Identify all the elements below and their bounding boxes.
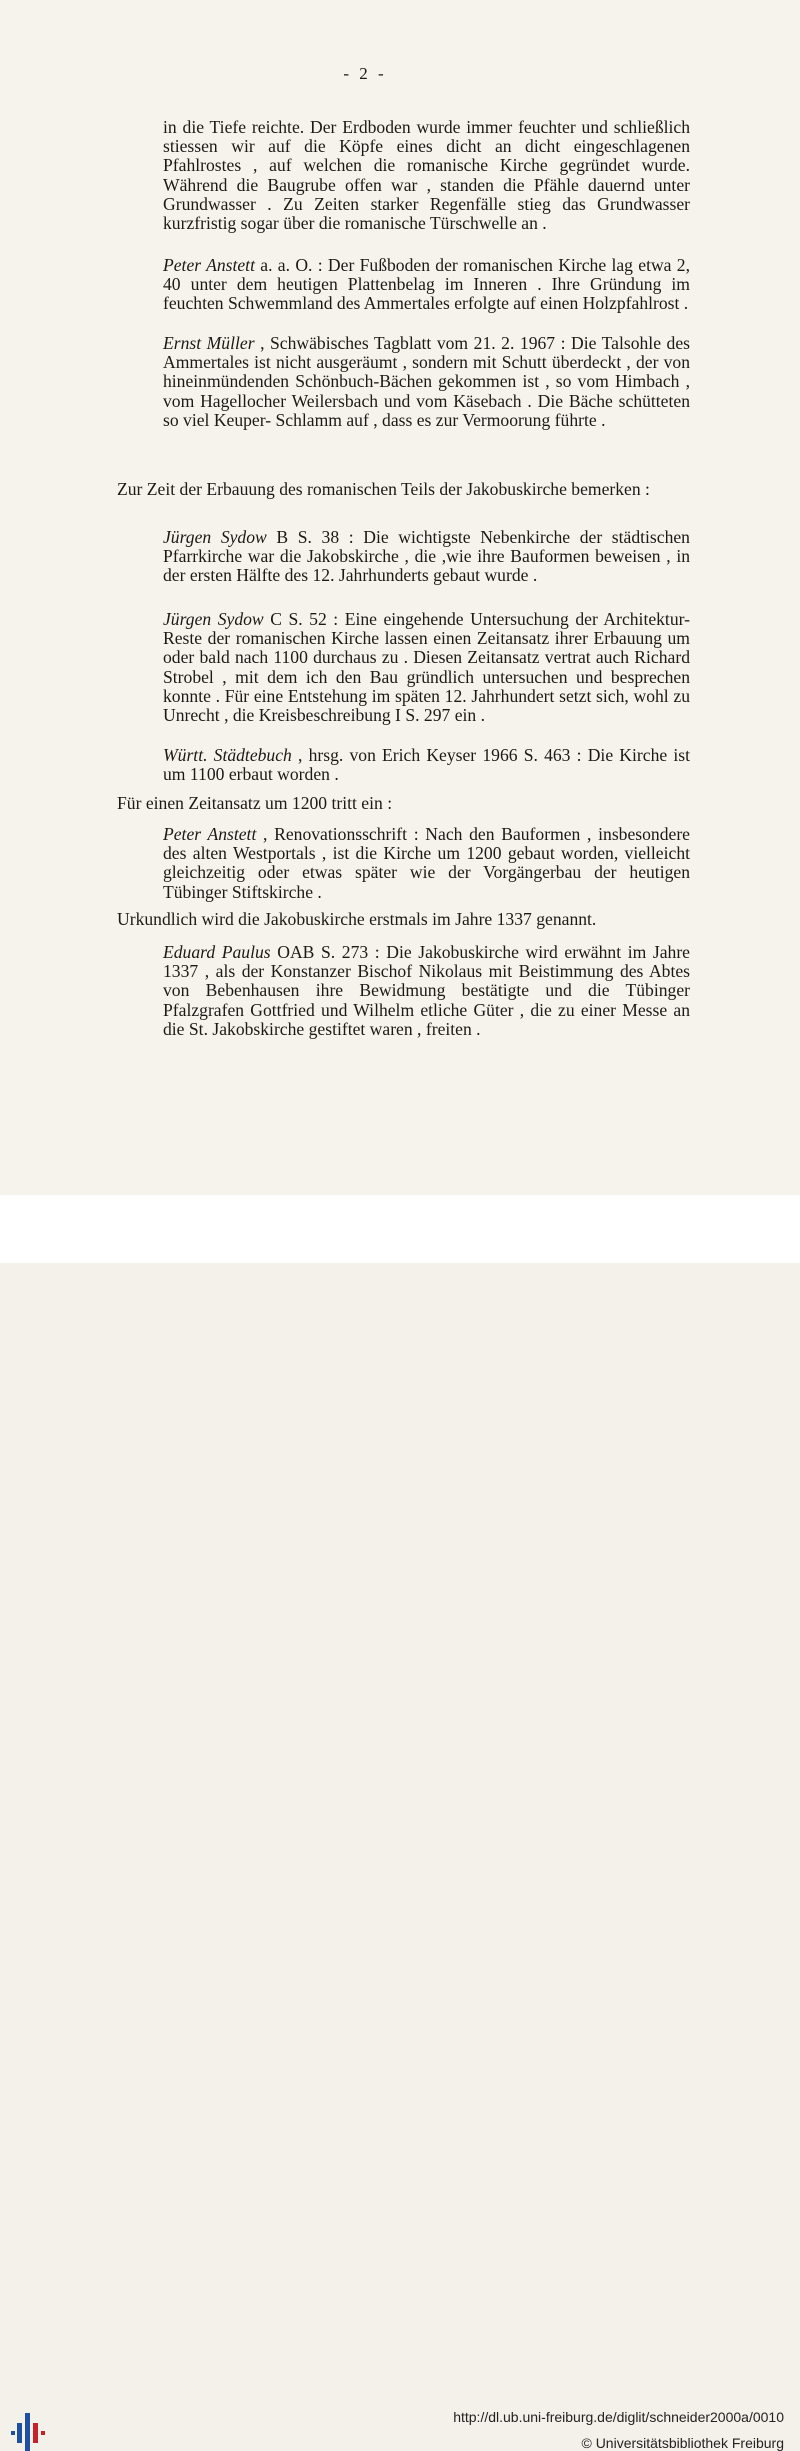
citation xyxy=(163,528,690,586)
citation-author: Württ. Städtebuch xyxy=(163,745,292,765)
citation-text: , hrsg. von Erich Keyser 1966 S. 463 : Die Kirche ist um 1100 erbaut worden . xyxy=(163,745,690,785)
paragraph: Für einen Zeitansatz um 1200 tritt ein : xyxy=(117,793,393,813)
citation-author: Eduard Paulus xyxy=(163,942,271,962)
citation-author: Peter Anstett xyxy=(163,255,255,275)
citation-author: Jürgen Sydow xyxy=(163,527,267,547)
citation xyxy=(163,256,690,314)
paragraph: Zur Zeit der Erbauung des romanischen Teils der Jakobuskirche bemerken : xyxy=(117,479,650,499)
citation-author: Peter Anstett xyxy=(163,824,257,844)
citation-author: Ernst Müller xyxy=(163,333,255,353)
citation-author: Jürgen Sydow xyxy=(163,609,264,629)
viewer-footer xyxy=(0,1195,800,2451)
page-number: - 2 - xyxy=(343,64,387,83)
citation-text: C S. 52 : Eine eingehende Untersuchung der Architektur-Reste der romanischen Kirche lassen einen Zeitansatz ihrer Erbauung um oder bald nach 1100 durchaus zu . Diesen Zeitansatz vertrat auch Richard Strobel , mit dem ich den Bau gründlich untersuchen und besprechen konnte . Für eine Entstehung im späten 12. Jahrhundert setzt sich, wohl zu Unrecht , die Kreisbeschreibung I S. 297 ein . xyxy=(163,609,690,726)
copyright-notice: © Universitätsbibliothek Freiburg xyxy=(581,2435,784,2451)
citation xyxy=(163,610,690,725)
citation xyxy=(163,746,690,784)
permalink-link[interactable]: http://dl.ub.uni-freiburg.de/diglit/schneider2000a/0010 xyxy=(453,2409,784,2425)
ub-freiburg-logo-icon xyxy=(11,2409,51,2451)
document-page xyxy=(0,0,800,1195)
paragraph: in die Tiefe reichte. Der Erdboden wurde immer feuchter und schließlich stiessen wir auf die Köpfe eines dicht an dicht eingeschlagenen Pfahlrostes , auf welchen die romanische Kirche gegründet wurde. Während die Baugrube offen war , standen die Pfähle dauernd unter Grundwasser . Zu Zeiten starker Regenfälle stieg das Grundwasser kurzfristig sogar über die romanische Türschwelle an . xyxy=(163,117,690,234)
citation xyxy=(163,825,690,902)
citation xyxy=(163,334,690,430)
paragraph: Urkundlich wird die Jakobuskirche erstmals im Jahre 1337 genannt. xyxy=(117,909,597,929)
citation-text: a. a. O. : Der Fußboden der romanischen Kirche lag etwa 2, 40 unter dem heutigen Plattenbelag im Inneren . Ihre Gründung im feuchten Schwemmland des Ammertales erfolgte auf einen Holzpfahlrost . xyxy=(163,255,690,314)
citation xyxy=(163,943,690,1039)
citation-text: , Renovationsschrift : Nach den Bauformen , insbesondere des alten Westportals , ist die Kirche um 1200 gebaut worden, vielleicht gleichzeitig oder etwas später wie der Vorgängerbau der heutigen Tübinger Stiftskirche . xyxy=(163,824,690,902)
citation-text: OAB S. 273 : Die Jakobuskirche wird erwähnt im Jahre 1337 , als der Konstanzer Bischof Nikolaus mit Beistimmung des Abtes von Bebenhausen ihre Bewidmung bestätigte und die Tübinger Pfalzgrafen Gottfried und Wilhelm etliche Güter , die zu einer Messe an die St. Jakobskirche gestiftet waren , freiten . xyxy=(163,942,690,1039)
citation-text: , Schwäbisches Tagblatt vom 21. 2. 1967 : Die Talsohle des Ammertales ist nicht ausgeräumt , sondern mit Schutt überdeckt , der von hineinmündenden Schönbuch-Bächen gekommen ist , so vom Himbach , vom Hagellocher Weilersbach und vom Käsebach . Die Bäche schütteten so viel Keuper- Schlamm auf , dass es zur Vermoorung führte . xyxy=(163,333,690,430)
citation-text: B S. 38 : Die wichtigste Nebenkirche der städtischen Pfarrkirche war die Jakobskirche , die ,wie ihre Bauformen beweisen , in der ersten Hälfte des 12. Jahrhunderts gebaut wurde . xyxy=(163,527,690,586)
